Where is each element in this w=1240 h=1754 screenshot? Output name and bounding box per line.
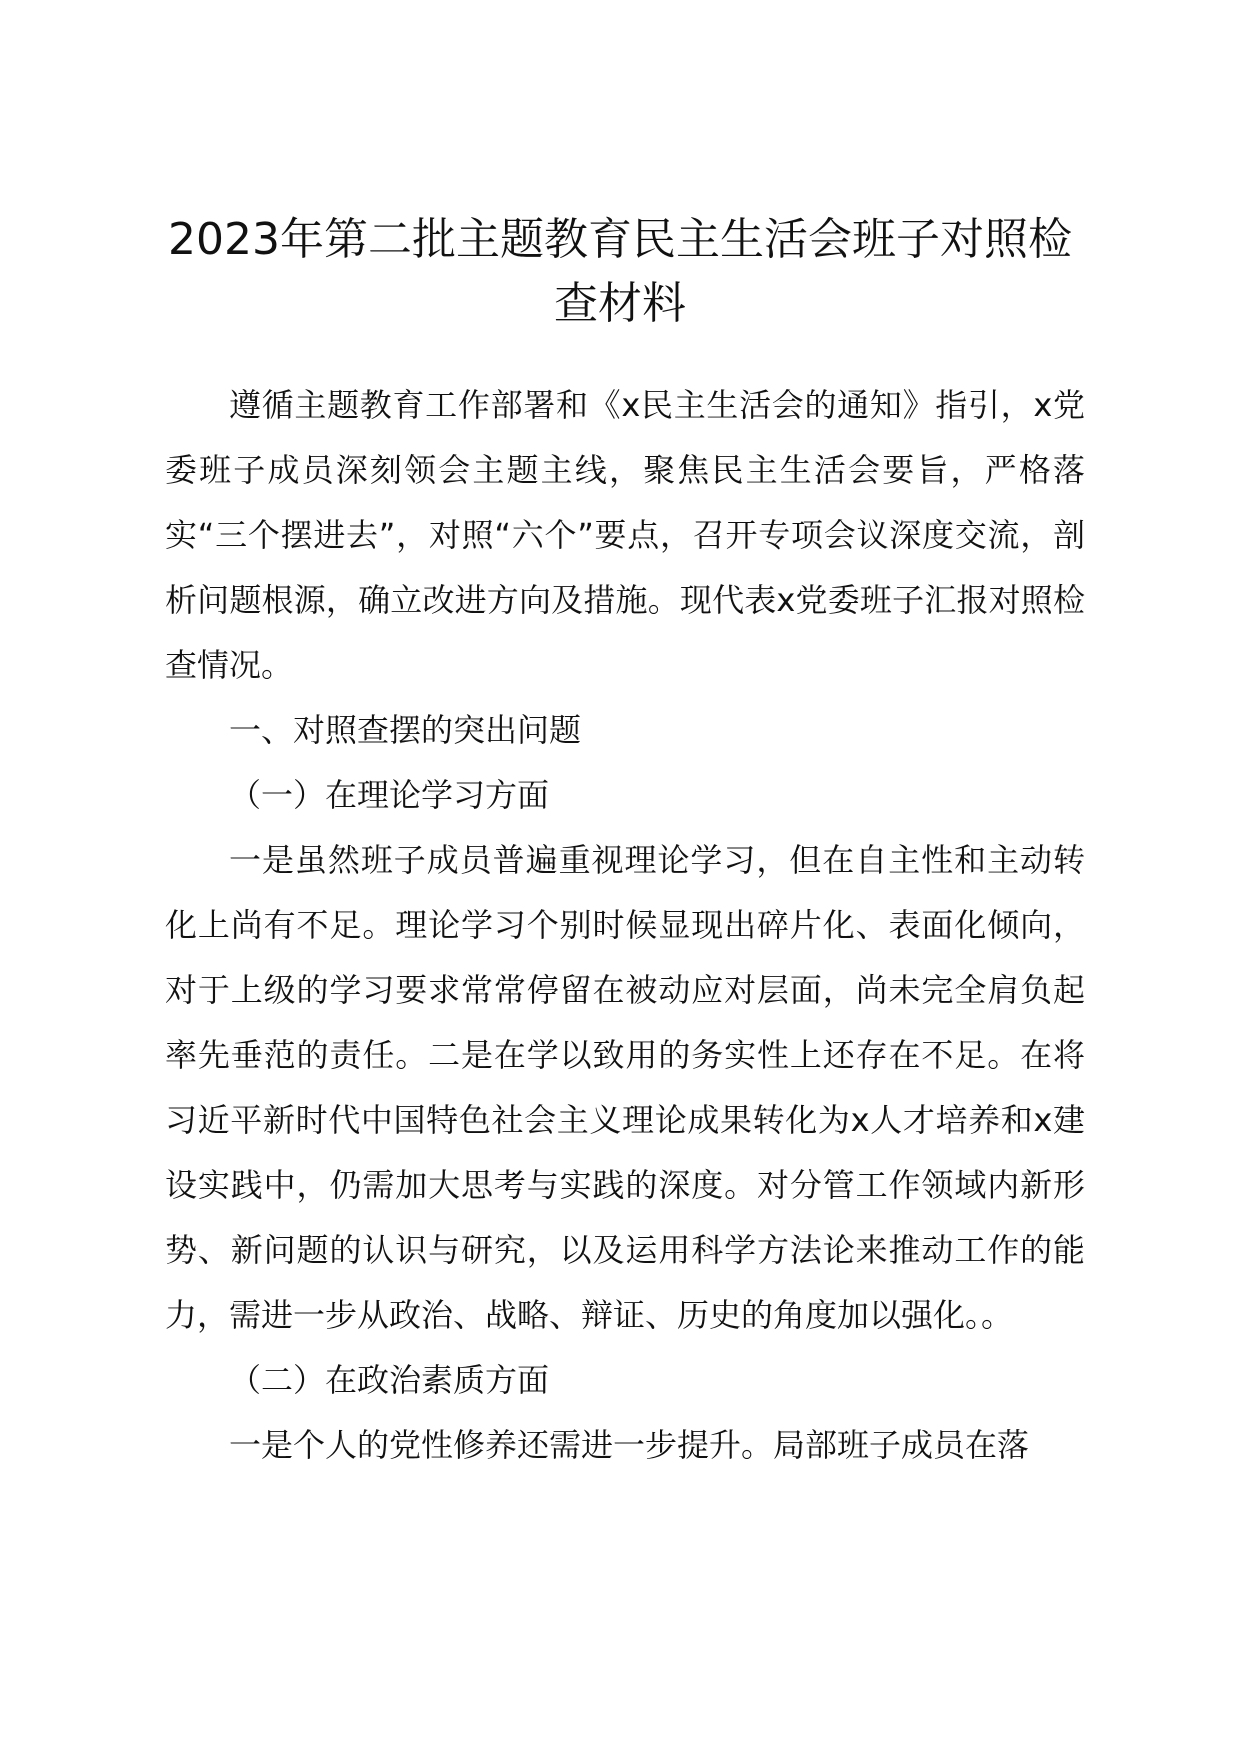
subsection-heading-2: （二）在政治素质方面 [229, 1361, 550, 1399]
subsection-paragraph-1: 一是虽然班子成员普遍重视理论学习，但在自主性和主动转化上尚有不足。理论学习个别时候显现出碎片化、表面化倾向，对于上级的学习要求常常停留在被动应对层面，尚未完全肩负起率先垂范的责任。二是在学以致用的务实性上还存在不足。在将习近平新时代中国特色社会主义理论成果转化为x人才培养和x建设实践中，仍需加大思考与实践的深度。对分管工作领域内新形势、新问题的认识与研究，以及运用科学方法论来推动工作的能力，需进一步从政治、战略、辩证、历史的角度加以强化。。 [165, 841, 1085, 1334]
document-title: 2023年第二批主题教育民主生活会班子对照检查材料 [168, 214, 1072, 329]
document-body [165, 373, 1085, 1478]
subsection-heading-1: （一）在理论学习方面 [229, 776, 550, 814]
intro-paragraph: 遵循主题教育工作部署和《x民主生活会的通知》指引，x党委班子成员深刻领会主题主线，聚焦民主生活会要旨，严格落实“三个摆进去”，对照“六个”要点，召开专项会议深度交流，剖析问题根源，确立改进方向及措施。现代表x党委班子汇报对照检查情况。 [165, 386, 1085, 684]
section-heading-1: 一、对照查摆的突出问题 [229, 711, 582, 749]
subsection-paragraph-2: 一是个人的党性修养还需进一步提升。局部班子成员在落 [229, 1426, 1030, 1464]
